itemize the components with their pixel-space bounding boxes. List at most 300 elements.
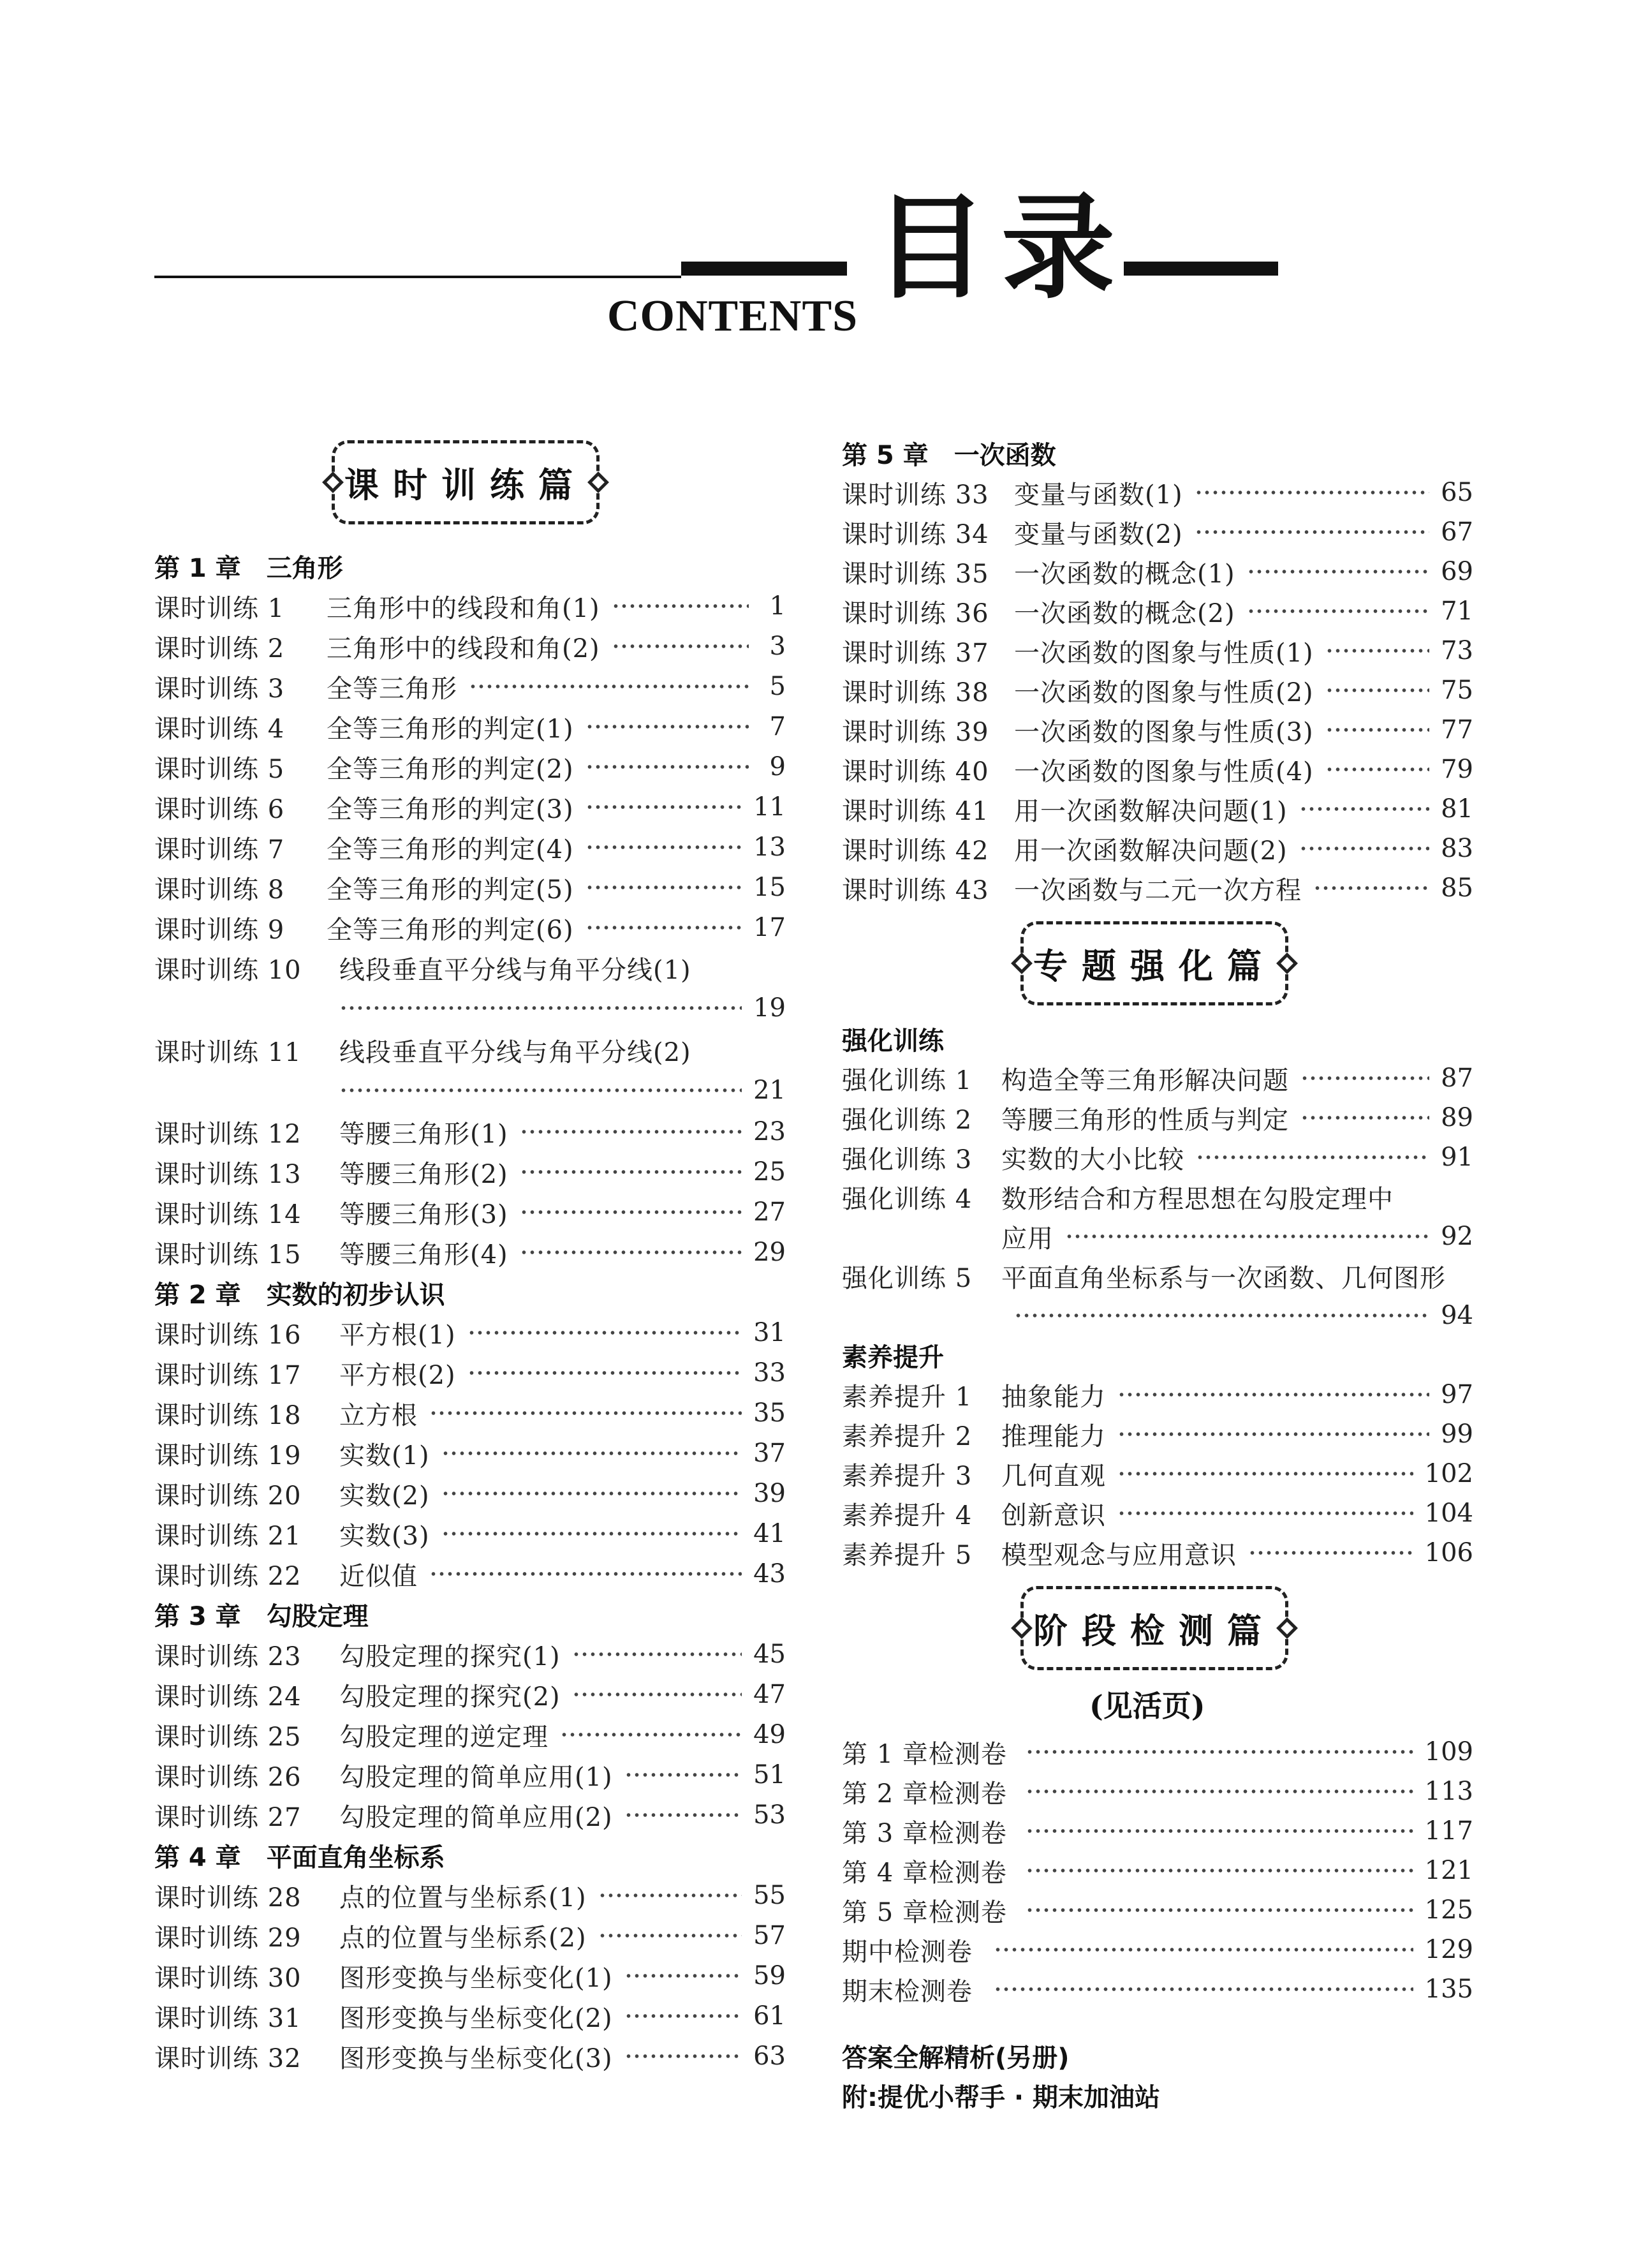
page-number: 29 bbox=[753, 1238, 786, 1267]
chapter-heading bbox=[842, 435, 1056, 471]
entry-title: 勾股定理的简单应用(1) bbox=[339, 1762, 613, 1792]
page-number: 13 bbox=[753, 833, 786, 862]
leader-dots bbox=[441, 1491, 742, 1496]
section-badge-special: 专题强化篇 bbox=[1020, 921, 1288, 1005]
leader-dots bbox=[429, 1571, 742, 1576]
page-number: 69 bbox=[1441, 557, 1473, 586]
subsection-heading: 素养提升 bbox=[842, 1342, 944, 1372]
leader-dots bbox=[1117, 1511, 1413, 1516]
leader-dots bbox=[1325, 688, 1429, 693]
toc-entry[interactable] bbox=[154, 1556, 786, 1592]
toc-entry[interactable] bbox=[842, 1853, 1473, 1888]
toc-entry[interactable] bbox=[154, 1114, 786, 1150]
entry-label: 课时训练 12 bbox=[154, 1119, 302, 1149]
answers-note: 答案全解精析(另册) bbox=[842, 2043, 1070, 2073]
page-number: 21 bbox=[753, 1076, 786, 1105]
toc-entry[interactable] bbox=[154, 1234, 786, 1270]
page-number: 33 bbox=[753, 1358, 786, 1388]
entry-title-continued: 应用 bbox=[1001, 1224, 1054, 1254]
entry-label: 素养提升 4 bbox=[842, 1501, 973, 1531]
entry-label: 课时训练 11 bbox=[154, 1037, 302, 1067]
leader-dots bbox=[520, 1129, 742, 1134]
leader-dots bbox=[1247, 609, 1429, 614]
entry-title: 几何直观 bbox=[1001, 1461, 1106, 1491]
toc-entry[interactable] bbox=[842, 514, 1473, 550]
chapter-heading bbox=[154, 1596, 369, 1632]
leader-dots bbox=[585, 925, 742, 930]
toc-entry[interactable] bbox=[842, 1734, 1473, 1770]
entry-title: 第 4 章检测卷 bbox=[842, 1858, 1007, 1888]
entry-label: 课时训练 34 bbox=[842, 519, 989, 549]
toc-entry[interactable] bbox=[842, 1813, 1473, 1849]
section-badge-lessons: 课时训练篇 bbox=[332, 440, 600, 524]
entry-title: 点的位置与坐标系(1) bbox=[339, 1883, 587, 1913]
page-number: 59 bbox=[753, 1961, 786, 1990]
toc-entry[interactable] bbox=[842, 554, 1473, 589]
leader-dots bbox=[520, 1250, 742, 1255]
toc-entry[interactable] bbox=[154, 1878, 786, 1913]
leader-dots bbox=[612, 644, 749, 649]
leader-dots bbox=[1065, 1234, 1429, 1239]
entry-label: 课时训练 25 bbox=[154, 1722, 302, 1752]
entry-title: 全等三角形的判定(2) bbox=[327, 754, 574, 784]
entry-title: 线段垂直平分线与角平分线(1) bbox=[339, 955, 691, 985]
toc-entry[interactable] bbox=[842, 1416, 1473, 1452]
leader-dots bbox=[585, 885, 742, 890]
page-number: 125 bbox=[1424, 1895, 1473, 1925]
page-number: 41 bbox=[753, 1519, 786, 1548]
entry-label: 课时训练 14 bbox=[154, 1199, 302, 1229]
leader-dots bbox=[520, 1169, 742, 1175]
page-number: 113 bbox=[1424, 1777, 1473, 1806]
page-number: 25 bbox=[753, 1157, 786, 1187]
entry-label: 课时训练 29 bbox=[154, 1923, 302, 1953]
chapter-name: 一次函数 bbox=[953, 440, 1056, 470]
leader-dots bbox=[467, 1330, 742, 1335]
page-number: 47 bbox=[753, 1680, 786, 1709]
entry-label: 课时训练 40 bbox=[842, 757, 989, 787]
page-number: 61 bbox=[753, 2001, 786, 2031]
entry-title: 期中检测卷 bbox=[842, 1937, 973, 1967]
entry-label: 课时训练 23 bbox=[154, 1642, 302, 1671]
toc-entry[interactable] bbox=[154, 588, 786, 624]
leader-dots bbox=[429, 1411, 742, 1416]
page-number: 89 bbox=[1441, 1103, 1473, 1132]
page-number: 75 bbox=[1441, 676, 1473, 705]
entry-label: 课时训练 1 bbox=[154, 593, 285, 623]
entry-label: 课时训练 36 bbox=[842, 598, 989, 628]
toc-entry[interactable] bbox=[154, 1958, 786, 1994]
toc-entry[interactable] bbox=[842, 870, 1473, 906]
page-title: 目录 bbox=[874, 182, 1129, 314]
leader-dots bbox=[1195, 530, 1429, 535]
entry-title: 勾股定理的逆定理 bbox=[339, 1722, 548, 1752]
leader-dots bbox=[1026, 1789, 1413, 1794]
entry-title: 近似值 bbox=[339, 1561, 418, 1591]
leader-dots bbox=[1325, 648, 1429, 653]
toc-entry[interactable] bbox=[842, 1179, 1473, 1215]
entry-title: 线段垂直平分线与角平分线(2) bbox=[339, 1037, 691, 1067]
toc-entry[interactable] bbox=[154, 1797, 786, 1833]
page-number: 23 bbox=[753, 1117, 786, 1146]
leader-dots bbox=[572, 1652, 742, 1657]
leader-dots bbox=[469, 684, 749, 689]
entry-label: 课时训练 27 bbox=[154, 1802, 302, 1832]
entry-label: 课时训练 33 bbox=[842, 480, 989, 510]
chapter-heading bbox=[154, 1837, 445, 1873]
leader-dots bbox=[1195, 490, 1429, 495]
leader-dots bbox=[585, 724, 749, 729]
leader-dots bbox=[1325, 727, 1429, 732]
toc-entry-continued[interactable] bbox=[842, 1219, 1473, 1254]
entry-title: 勾股定理的探究(2) bbox=[339, 1682, 561, 1712]
entry-label: 课时训练 9 bbox=[154, 915, 285, 945]
toc-entry[interactable] bbox=[154, 1476, 786, 1511]
toc-entry[interactable] bbox=[842, 593, 1473, 629]
toc-entry[interactable] bbox=[842, 475, 1473, 510]
entry-title: 第 1 章检测卷 bbox=[842, 1739, 1007, 1769]
page-number: 73 bbox=[1441, 636, 1473, 665]
entry-title: 一次函数的图象与性质(3) bbox=[1014, 717, 1314, 747]
entry-label: 课时训练 39 bbox=[842, 717, 989, 747]
toc-entry[interactable] bbox=[154, 709, 786, 745]
entry-title: 用一次函数解决问题(1) bbox=[1014, 796, 1288, 826]
page-number: 102 bbox=[1424, 1459, 1473, 1488]
toc-entry[interactable] bbox=[842, 1100, 1473, 1136]
entry-title: 全等三角形 bbox=[327, 674, 457, 704]
page-number: 104 bbox=[1424, 1499, 1473, 1528]
leader-dots bbox=[572, 1692, 742, 1697]
leader-dots bbox=[1117, 1432, 1429, 1437]
entry-label: 素养提升 1 bbox=[842, 1382, 973, 1412]
entry-title: 数形结合和方程思想在勾股定理中 bbox=[1001, 1184, 1394, 1214]
toc-entry[interactable] bbox=[154, 1677, 786, 1712]
entry-title: 第 5 章检测卷 bbox=[842, 1897, 1007, 1927]
entry-label: 课时训练 41 bbox=[842, 796, 989, 826]
leader-dots bbox=[1117, 1471, 1413, 1476]
chapter-heading bbox=[154, 548, 343, 584]
section-badge-tests: 阶段检测篇 bbox=[1020, 1586, 1288, 1670]
leader-dots bbox=[1026, 1868, 1413, 1873]
entry-label: 课时训练 7 bbox=[154, 834, 285, 864]
entry-title: 全等三角形的判定(5) bbox=[327, 875, 574, 905]
toc-entry[interactable] bbox=[154, 669, 786, 704]
page-subtitle: CONTENTS bbox=[607, 292, 858, 341]
entry-title: 一次函数与二元一次方程 bbox=[1014, 875, 1302, 905]
entry-label: 课时训练 32 bbox=[154, 2043, 302, 2073]
leader-dots bbox=[339, 1005, 742, 1011]
toc-entry[interactable] bbox=[842, 1892, 1473, 1928]
page-number: 31 bbox=[753, 1318, 786, 1347]
entry-label: 素养提升 3 bbox=[842, 1461, 973, 1491]
appendix-note: 附:提优小帮手 · 期末加油站 bbox=[842, 2082, 1161, 2112]
leader-dots bbox=[1300, 1115, 1429, 1120]
entry-label: 课时训练 28 bbox=[154, 1883, 302, 1913]
page-number: 99 bbox=[1441, 1419, 1473, 1449]
chapter-number: 第 2 章 bbox=[154, 1280, 241, 1310]
leader-dots bbox=[441, 1451, 742, 1456]
chapter-number: 第 3 章 bbox=[154, 1601, 241, 1631]
entry-title: 平面直角坐标系与一次函数、几何图形 bbox=[1001, 1263, 1446, 1293]
entry-label: 强化训练 3 bbox=[842, 1145, 973, 1175]
toc-entry[interactable] bbox=[842, 791, 1473, 827]
page-number: 5 bbox=[769, 672, 786, 701]
leader-dots bbox=[520, 1210, 742, 1215]
entry-label: 素养提升 2 bbox=[842, 1421, 973, 1451]
page-number: 97 bbox=[1441, 1380, 1473, 1409]
entry-label: 素养提升 5 bbox=[842, 1540, 973, 1570]
page-number: 3 bbox=[769, 632, 786, 661]
leader-dots bbox=[585, 764, 749, 769]
toc-entry[interactable] bbox=[154, 789, 786, 825]
toc-entry[interactable] bbox=[842, 1258, 1473, 1294]
toc-entry[interactable] bbox=[154, 1395, 786, 1431]
toc-entry[interactable] bbox=[842, 752, 1473, 787]
toc-entry[interactable] bbox=[842, 1774, 1473, 1809]
toc-entry[interactable] bbox=[842, 1971, 1473, 2007]
page-number: 94 bbox=[1441, 1301, 1473, 1330]
leader-dots bbox=[612, 604, 749, 609]
entry-label: 课时训练 19 bbox=[154, 1441, 302, 1471]
entry-title: 构造全等三角形解决问题 bbox=[1001, 1065, 1289, 1095]
entry-title: 期末检测卷 bbox=[842, 1976, 973, 2006]
chapter-name: 三角形 bbox=[266, 553, 343, 583]
entry-title: 等腰三角形的性质与判定 bbox=[1001, 1105, 1289, 1135]
entry-label: 课时训练 22 bbox=[154, 1561, 302, 1591]
entry-title: 图形变换与坐标变化(2) bbox=[339, 2003, 613, 2033]
entry-title: 全等三角形的判定(6) bbox=[327, 915, 574, 945]
entry-title: 实数(1) bbox=[339, 1441, 430, 1471]
toc-entry[interactable] bbox=[154, 1315, 786, 1351]
entry-label: 课时训练 18 bbox=[154, 1400, 302, 1430]
leader-dots bbox=[1325, 767, 1429, 772]
toc-entry[interactable] bbox=[154, 1194, 786, 1230]
entry-label: 课时训练 4 bbox=[154, 714, 285, 744]
entry-title: 勾股定理的探究(1) bbox=[339, 1642, 561, 1671]
chapter-name: 平面直角坐标系 bbox=[266, 1842, 445, 1872]
entry-title: 等腰三角形(1) bbox=[339, 1119, 508, 1149]
entry-title: 实数(2) bbox=[339, 1481, 430, 1511]
toc-entry[interactable] bbox=[842, 1456, 1473, 1492]
entry-title: 实数(3) bbox=[339, 1521, 430, 1551]
toc-entry[interactable] bbox=[154, 1154, 786, 1190]
page-number: 83 bbox=[1441, 834, 1473, 863]
toc-entry[interactable] bbox=[842, 1495, 1473, 1531]
entry-title: 平方根(1) bbox=[339, 1320, 456, 1350]
page-number: 109 bbox=[1424, 1737, 1473, 1767]
page-number: 87 bbox=[1441, 1064, 1473, 1093]
entry-title: 用一次函数解决问题(2) bbox=[1014, 836, 1288, 866]
entry-title: 变量与函数(1) bbox=[1014, 480, 1183, 510]
entry-label: 强化训练 5 bbox=[842, 1263, 973, 1293]
toc-entry[interactable] bbox=[842, 1139, 1473, 1175]
toc-entry[interactable] bbox=[842, 1377, 1473, 1412]
page-number: 91 bbox=[1441, 1143, 1473, 1172]
leader-dots bbox=[585, 804, 742, 810]
leader-dots bbox=[598, 1893, 742, 1898]
chapter-name: 实数的初步认识 bbox=[266, 1280, 445, 1310]
leader-dots bbox=[441, 1531, 742, 1536]
leader-dots bbox=[994, 1947, 1413, 1952]
page-number: 37 bbox=[753, 1439, 786, 1468]
page-number: 39 bbox=[753, 1479, 786, 1508]
page-number: 15 bbox=[753, 873, 786, 902]
chapter-number: 第 4 章 bbox=[154, 1842, 241, 1872]
entry-title: 平方根(2) bbox=[339, 1360, 456, 1390]
leader-dots bbox=[1299, 846, 1429, 851]
entry-title: 勾股定理的简单应用(2) bbox=[339, 1802, 613, 1832]
toc-entry[interactable] bbox=[842, 712, 1473, 748]
leader-dots bbox=[1014, 1313, 1429, 1318]
entry-label: 课时训练 37 bbox=[842, 638, 989, 668]
page-number: 35 bbox=[753, 1398, 786, 1428]
entry-label: 课时训练 20 bbox=[154, 1481, 302, 1511]
leader-dots bbox=[1026, 1828, 1413, 1834]
leader-dots bbox=[598, 1933, 742, 1938]
entry-title: 一次函数的图象与性质(1) bbox=[1014, 638, 1314, 668]
leader-dots bbox=[1026, 1749, 1413, 1754]
entry-label: 课时训练 3 bbox=[154, 674, 285, 704]
toc-entry[interactable] bbox=[154, 1757, 786, 1793]
see-loose-leaf-note: (见活页) bbox=[1089, 1689, 1205, 1723]
page-number: 19 bbox=[753, 993, 786, 1023]
entry-title: 三角形中的线段和角(1) bbox=[327, 593, 600, 623]
leader-dots bbox=[624, 1973, 742, 1978]
toc-entry[interactable] bbox=[842, 1932, 1473, 1968]
entry-label: 课时训练 13 bbox=[154, 1159, 302, 1189]
page-number: 51 bbox=[753, 1760, 786, 1790]
entry-label: 课时训练 30 bbox=[154, 1963, 302, 1993]
page-number: 45 bbox=[753, 1640, 786, 1669]
page-number: 9 bbox=[769, 752, 786, 782]
leader-dots bbox=[339, 1088, 742, 1093]
entry-label: 课时训练 17 bbox=[154, 1360, 302, 1390]
page-number: 57 bbox=[753, 1921, 786, 1950]
entry-label: 课时训练 42 bbox=[842, 836, 989, 866]
header-rule-bold-left bbox=[681, 262, 847, 276]
entry-title: 创新意识 bbox=[1001, 1501, 1106, 1531]
toc-entry[interactable] bbox=[154, 1998, 786, 2034]
entry-title: 推理能力 bbox=[1001, 1421, 1106, 1451]
toc-entry[interactable] bbox=[842, 1535, 1473, 1571]
entry-title: 等腰三角形(4) bbox=[339, 1240, 508, 1270]
toc-entry[interactable] bbox=[842, 1060, 1473, 1096]
page-number: 43 bbox=[753, 1559, 786, 1589]
leader-dots bbox=[1248, 1550, 1413, 1555]
leader-dots bbox=[624, 2054, 742, 2059]
page-number: 117 bbox=[1424, 1816, 1473, 1846]
toc-entry[interactable] bbox=[154, 1717, 786, 1753]
entry-title: 一次函数的图象与性质(2) bbox=[1014, 678, 1314, 708]
entry-label: 课时训练 21 bbox=[154, 1521, 302, 1551]
toc-entry-continued[interactable] bbox=[154, 1072, 786, 1108]
header-rule-bold-right bbox=[1124, 262, 1278, 276]
leader-dots bbox=[1313, 886, 1429, 891]
toc-entry[interactable] bbox=[154, 1435, 786, 1471]
toc-entry[interactable] bbox=[154, 1355, 786, 1391]
page-number: 77 bbox=[1441, 715, 1473, 745]
entry-label: 课时训练 8 bbox=[154, 875, 285, 905]
leader-dots bbox=[1026, 1908, 1413, 1913]
page-number: 135 bbox=[1424, 1975, 1473, 2004]
chapter-name: 勾股定理 bbox=[266, 1601, 369, 1631]
toc-entry[interactable] bbox=[154, 749, 786, 785]
toc-entry[interactable] bbox=[842, 633, 1473, 669]
leader-dots bbox=[1299, 806, 1429, 812]
header-rule bbox=[154, 276, 681, 278]
entry-label: 课时训练 2 bbox=[154, 634, 285, 663]
toc-entry[interactable] bbox=[154, 1516, 786, 1552]
toc-entry[interactable] bbox=[154, 1918, 786, 1953]
page-number: 79 bbox=[1441, 755, 1473, 784]
page-number: 63 bbox=[753, 2042, 786, 2071]
page-number: 27 bbox=[753, 1197, 786, 1227]
page-number: 71 bbox=[1441, 597, 1473, 626]
entry-title: 三角形中的线段和角(2) bbox=[327, 634, 600, 663]
toc-entry-continued[interactable] bbox=[842, 1298, 1473, 1333]
toc-entry[interactable] bbox=[154, 1032, 786, 1068]
toc-entry[interactable] bbox=[842, 672, 1473, 708]
leader-dots bbox=[585, 845, 742, 850]
toc-entry[interactable] bbox=[842, 831, 1473, 866]
page-number: 55 bbox=[753, 1881, 786, 1910]
toc-entry[interactable] bbox=[154, 950, 786, 986]
entry-title: 全等三角形的判定(3) bbox=[327, 794, 574, 824]
entry-label: 课时训练 10 bbox=[154, 955, 302, 985]
leader-dots bbox=[560, 1732, 742, 1737]
leader-dots bbox=[1196, 1155, 1429, 1160]
entry-title: 模型观念与应用意识 bbox=[1001, 1540, 1237, 1570]
entry-label: 强化训练 4 bbox=[842, 1184, 973, 1214]
page-number: 1 bbox=[769, 591, 786, 621]
page-number: 49 bbox=[753, 1720, 786, 1749]
entry-label: 课时训练 5 bbox=[154, 754, 285, 784]
toc-entry[interactable] bbox=[154, 910, 786, 945]
entry-title: 第 2 章检测卷 bbox=[842, 1779, 1007, 1809]
entry-title: 图形变换与坐标变化(1) bbox=[339, 1963, 613, 1993]
toc-entry[interactable] bbox=[154, 870, 786, 905]
entry-title: 立方根 bbox=[339, 1400, 418, 1430]
entry-title: 实数的大小比较 bbox=[1001, 1145, 1184, 1175]
page-number: 11 bbox=[753, 792, 786, 822]
entry-label: 课时训练 38 bbox=[842, 678, 989, 708]
toc-entry[interactable] bbox=[154, 1636, 786, 1672]
entry-title: 点的位置与坐标系(2) bbox=[339, 1923, 587, 1953]
page-number: 65 bbox=[1441, 478, 1473, 507]
toc-entry[interactable] bbox=[154, 2038, 786, 2074]
entry-label: 课时训练 16 bbox=[154, 1320, 302, 1350]
page-number: 81 bbox=[1441, 794, 1473, 824]
page-number: 121 bbox=[1424, 1856, 1473, 1885]
entry-title: 一次函数的概念(2) bbox=[1014, 598, 1235, 628]
chapter-heading bbox=[154, 1275, 445, 1310]
toc-entry-continued[interactable] bbox=[154, 990, 786, 1026]
toc-entry[interactable] bbox=[154, 628, 786, 664]
entry-label: 课时训练 6 bbox=[154, 794, 285, 824]
page-number: 92 bbox=[1441, 1222, 1473, 1251]
page-number: 106 bbox=[1424, 1538, 1473, 1568]
entry-label: 强化训练 1 bbox=[842, 1065, 973, 1095]
chapter-number: 第 5 章 bbox=[842, 440, 929, 470]
page-number: 53 bbox=[753, 1800, 786, 1830]
entry-label: 课时训练 24 bbox=[154, 1682, 302, 1712]
toc-entry[interactable] bbox=[154, 829, 786, 865]
entry-label: 课时训练 15 bbox=[154, 1240, 302, 1270]
leader-dots bbox=[624, 1772, 742, 1777]
entry-title: 一次函数的图象与性质(4) bbox=[1014, 757, 1314, 787]
leader-dots bbox=[994, 1987, 1413, 1992]
entry-title: 全等三角形的判定(1) bbox=[327, 714, 574, 744]
